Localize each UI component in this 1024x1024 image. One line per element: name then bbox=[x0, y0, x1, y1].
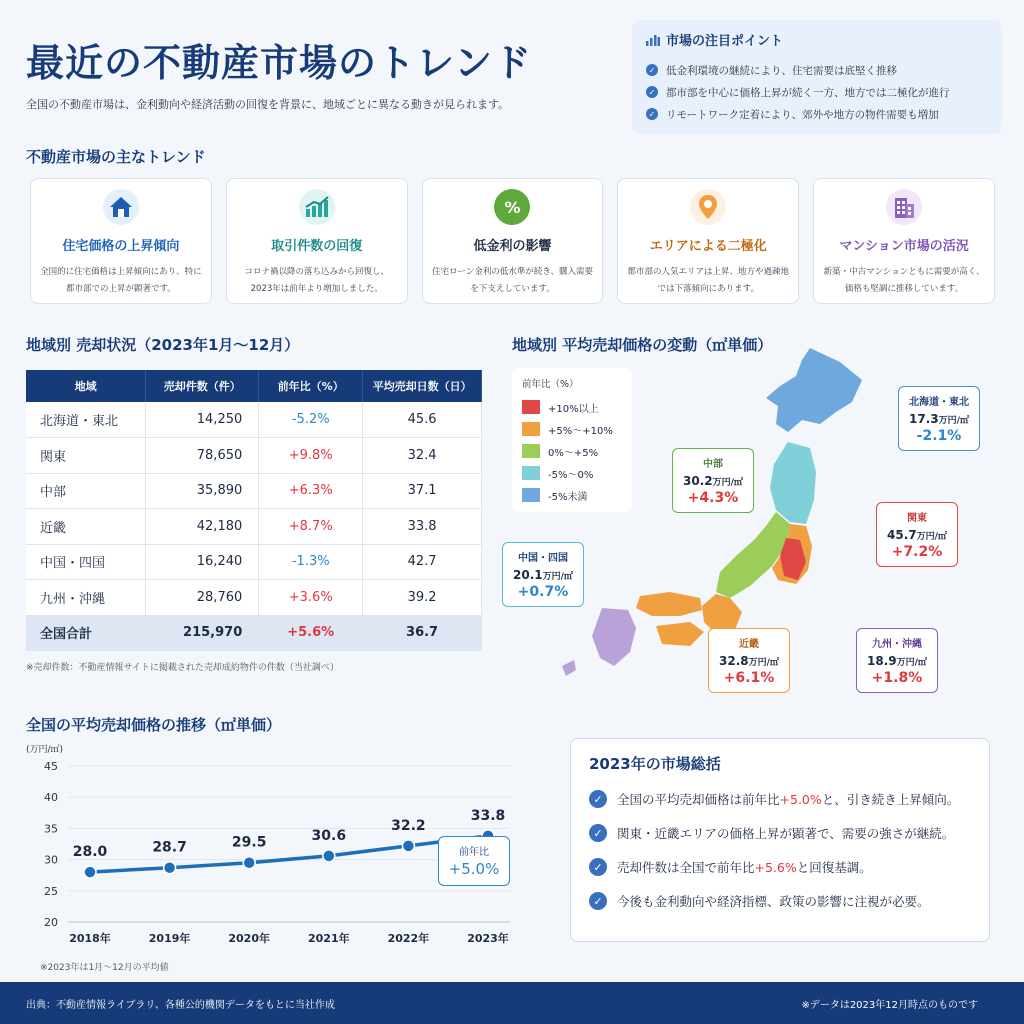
column-header: 売却件数（件） bbox=[146, 370, 259, 402]
x-tick-label: 2018年 bbox=[69, 932, 111, 945]
data-label: 28.7 bbox=[152, 839, 187, 856]
table-header-row bbox=[26, 370, 482, 402]
days-cell: 32.4 bbox=[363, 438, 482, 474]
trend-card bbox=[813, 178, 995, 304]
map-region-okinawa bbox=[562, 660, 576, 676]
yoy-cell: +6.3% bbox=[259, 473, 363, 509]
sales-table-wrap bbox=[26, 370, 482, 651]
check-icon: ✓ bbox=[589, 858, 607, 876]
trend-card-desc: 全国的に住宅価格は上昇傾向にあり、特に都市部での上昇が顕著です。 bbox=[40, 267, 202, 294]
map-label-price: 32.8万円/㎡ bbox=[719, 654, 779, 668]
table-row bbox=[26, 580, 482, 616]
trend-card-title: 取引件数の回復 bbox=[271, 239, 363, 254]
table-row bbox=[26, 544, 482, 580]
map-label-hokkaido-tohoku bbox=[898, 386, 980, 451]
focus-point-text: 都市部を中心に価格上昇が続く一方、地方では二極化が進行 bbox=[666, 86, 950, 99]
x-tick-label: 2022年 bbox=[387, 932, 430, 945]
check-icon: ✓ bbox=[646, 86, 658, 98]
summary-title: 2023年の市場総括 bbox=[589, 755, 721, 773]
map-label-change: -2.1% bbox=[916, 428, 962, 444]
map-label-change: +1.8% bbox=[871, 670, 923, 686]
region-cell: 関東 bbox=[26, 438, 146, 474]
legend-title: 前年比（%） bbox=[522, 379, 579, 390]
days-cell: 42.7 bbox=[363, 544, 482, 580]
focus-point bbox=[646, 81, 988, 103]
trend-card bbox=[226, 178, 408, 304]
yoy-cell: +8.7% bbox=[259, 509, 363, 545]
x-tick-label: 2020年 bbox=[228, 932, 271, 945]
data-label: 32.2 bbox=[391, 817, 426, 834]
days-cell: 33.8 bbox=[363, 509, 482, 545]
map-section-title: 地域別 平均売却価格の変動（㎡単価） bbox=[512, 336, 773, 354]
map-label-kyushu-okinawa bbox=[856, 628, 938, 693]
map-label-kanto bbox=[876, 502, 958, 567]
y-tick-label: 45 bbox=[44, 760, 58, 773]
region-cell: 中国・四国 bbox=[26, 544, 146, 580]
summary-item bbox=[589, 790, 971, 808]
table-total-row bbox=[26, 615, 482, 651]
trend-chart-title: 全国の平均売却価格の推移（㎡単価） bbox=[26, 716, 282, 734]
data-label: 30.6 bbox=[311, 827, 347, 844]
x-tick-label: 2021年 bbox=[307, 932, 350, 945]
y-tick-label: 20 bbox=[44, 916, 58, 929]
legend-item bbox=[522, 484, 622, 506]
summary-text: 売却件数は全国で前年比+5.6%と回復基調。 bbox=[617, 860, 872, 875]
days-cell: 36.7 bbox=[363, 615, 482, 651]
count-cell: 14,250 bbox=[146, 402, 259, 438]
map-region-chugoku bbox=[636, 592, 702, 616]
yoy-cell: -5.2% bbox=[259, 402, 363, 438]
map-label-name: 関東 bbox=[906, 513, 927, 524]
map-label-kinki bbox=[708, 628, 790, 693]
region-cell: 九州・沖縄 bbox=[26, 580, 146, 616]
map-label-change: +6.1% bbox=[723, 670, 775, 686]
legend-label: -5%未満 bbox=[548, 491, 588, 503]
map-label-change: +4.3% bbox=[687, 490, 739, 506]
map-region-kyushu bbox=[592, 608, 636, 666]
map-label-price: 20.1万円/㎡ bbox=[513, 568, 573, 582]
trend-card bbox=[30, 178, 212, 304]
map-label-name: 近畿 bbox=[738, 639, 759, 650]
percent-icon: % bbox=[494, 189, 530, 225]
check-icon: ✓ bbox=[646, 108, 658, 120]
page-subtitle: 全国の不動産市場は、金利動向や経済活動の回復を背景に、地域ごとに異なる動きが見られます。 bbox=[26, 98, 510, 111]
summary-item bbox=[589, 858, 971, 876]
building-icon bbox=[886, 189, 922, 225]
table-row bbox=[26, 438, 482, 474]
trend-card-desc: 住宅ローン金利の低水準が続き、購入需要を下支えしています。 bbox=[431, 267, 593, 294]
map-region-hokkaido bbox=[766, 348, 862, 432]
legend-label: +5%〜+10% bbox=[548, 425, 613, 437]
trend-card-desc: 都市部の人気エリアは上昇、地方や過疎地では下落傾向にあります。 bbox=[627, 267, 790, 294]
count-cell: 16,240 bbox=[146, 544, 259, 580]
series-line bbox=[90, 836, 488, 872]
summary-item bbox=[589, 892, 971, 910]
check-icon: ✓ bbox=[589, 824, 607, 842]
column-header: 平均売却日数（日） bbox=[363, 370, 482, 402]
trend-card-title: マンション市場の活況 bbox=[839, 239, 969, 254]
days-cell: 45.6 bbox=[363, 402, 482, 438]
yoy-cell: +5.6% bbox=[259, 615, 363, 651]
map-label-name: 九州・沖縄 bbox=[871, 639, 922, 650]
trend-card-title: エリアによる二極化 bbox=[649, 239, 767, 254]
y-tick-label: 25 bbox=[44, 884, 58, 898]
market-summary bbox=[570, 738, 990, 942]
map-label-chugoku-shikoku bbox=[502, 542, 584, 607]
map-label-name: 北海道・東北 bbox=[909, 397, 969, 408]
yoy-cell: -1.3% bbox=[259, 544, 363, 580]
pin-icon bbox=[690, 189, 726, 225]
table-row bbox=[26, 509, 482, 545]
region-cell: 中部 bbox=[26, 473, 146, 509]
data-label: 28.0 bbox=[72, 844, 108, 861]
summary-item bbox=[589, 824, 971, 842]
callout-label: 前年比 bbox=[459, 847, 489, 858]
map-label-name: 中国・四国 bbox=[517, 553, 568, 564]
legend-swatch bbox=[522, 466, 540, 480]
legend-label: 0%〜+5% bbox=[548, 447, 599, 459]
x-tick-label: 2019年 bbox=[148, 932, 191, 945]
legend-item bbox=[522, 462, 622, 484]
y-tick-label: 35 bbox=[44, 822, 58, 836]
trends-section-title: 不動産市場の主なトレンド bbox=[26, 148, 206, 166]
map-label-price: 17.3万円/㎡ bbox=[909, 412, 969, 426]
trend-card bbox=[422, 178, 604, 304]
map-label-chubu bbox=[672, 448, 754, 513]
check-icon: ✓ bbox=[589, 790, 607, 808]
check-icon: ✓ bbox=[646, 64, 658, 76]
map-region-shikoku bbox=[656, 622, 704, 646]
trend-card-title: 住宅価格の上昇傾向 bbox=[62, 239, 180, 254]
data-label: 29.5 bbox=[231, 834, 267, 851]
focus-points-box bbox=[632, 20, 1002, 134]
legend-item bbox=[522, 418, 622, 440]
legend-label: +10%以上 bbox=[548, 403, 599, 415]
count-cell: 215,970 bbox=[146, 615, 259, 651]
focus-point-text: リモートワーク定着により、郊外や地方の物件需要も増加 bbox=[666, 108, 939, 121]
table-row bbox=[26, 473, 482, 509]
trend-card bbox=[617, 178, 799, 304]
sales-note: ※売却件数：不動産情報サイトに掲載された売却成約物件の件数（当社調べ） bbox=[26, 663, 339, 673]
yoy-cell: +3.6% bbox=[259, 580, 363, 616]
footer-date-note: ※データは2023年12月時点のものです bbox=[801, 999, 978, 1011]
focus-points-title: 市場の注目ポイント bbox=[666, 34, 784, 49]
data-label: 33.8 bbox=[470, 807, 506, 824]
column-header: 地域 bbox=[26, 370, 146, 402]
map-label-price: 18.9万円/㎡ bbox=[867, 654, 927, 668]
data-point bbox=[84, 866, 96, 878]
map-region-chubu bbox=[716, 512, 790, 598]
legend-swatch bbox=[522, 400, 540, 414]
summary-text: 全国の平均売却価格は前年比+5.0%と、引き続き上昇傾向。 bbox=[617, 792, 960, 807]
page-title: 最近の不動産市場のトレンド bbox=[26, 41, 533, 85]
table-row bbox=[26, 402, 482, 438]
map-label-name: 中部 bbox=[702, 459, 723, 470]
map-label-price: 30.2万円/㎡ bbox=[683, 474, 743, 488]
trend-card-desc: コロナ禍以降の落ち込みから回復し、2023年は前年より増加しました。 bbox=[244, 267, 389, 294]
focus-points-list bbox=[646, 59, 988, 125]
sales-table bbox=[26, 370, 482, 651]
count-cell: 78,650 bbox=[146, 438, 259, 474]
trend-card-desc: 新築・中古マンションともに需要が高く、価格も堅調に推移しています。 bbox=[823, 267, 985, 294]
trend-chart-note: ※2023年は1月〜12月の平均値 bbox=[40, 963, 169, 973]
legend-item bbox=[522, 440, 622, 462]
legend-swatch bbox=[522, 488, 540, 502]
count-cell: 42,180 bbox=[146, 509, 259, 545]
days-cell: 37.1 bbox=[363, 473, 482, 509]
callout-value: +5.0% bbox=[448, 860, 500, 878]
check-icon: ✓ bbox=[589, 892, 607, 910]
focus-point-text: 低金利環境の継続により、住宅需要は底堅く推移 bbox=[666, 64, 897, 77]
y-axis-unit: (万円/㎡) bbox=[26, 745, 64, 755]
footer-source: 出典：不動産情報ライブラリ、各種公的機関データをもとに当社作成 bbox=[26, 999, 335, 1011]
map-label-change: +7.2% bbox=[891, 544, 943, 560]
house-icon bbox=[103, 189, 139, 225]
y-tick-label: 40 bbox=[44, 791, 58, 805]
bar-chart-icon bbox=[646, 34, 660, 46]
sales-section-title: 地域別 売却状況（2023年1月〜12月） bbox=[26, 336, 300, 354]
yoy-callout bbox=[438, 836, 510, 886]
x-tick-label: 2023年 bbox=[467, 932, 509, 945]
map-legend bbox=[512, 368, 632, 512]
focus-point bbox=[646, 59, 988, 81]
chart-icon bbox=[299, 189, 335, 225]
data-point bbox=[323, 850, 335, 862]
yoy-cell: +9.8% bbox=[259, 438, 363, 474]
data-point bbox=[164, 862, 176, 874]
trend-card-title: 低金利の影響 bbox=[473, 239, 552, 254]
count-cell: 35,890 bbox=[146, 473, 259, 509]
map-region-tohoku bbox=[770, 442, 816, 524]
data-point bbox=[243, 857, 255, 869]
legend-item bbox=[522, 396, 622, 418]
footer bbox=[0, 982, 1024, 1024]
region-cell: 北海道・東北 bbox=[26, 402, 146, 438]
legend-swatch bbox=[522, 444, 540, 458]
map-label-price: 45.7万円/㎡ bbox=[887, 528, 947, 542]
count-cell: 28,760 bbox=[146, 580, 259, 616]
summary-text: 関東・近畿エリアの価格上昇が顕著で、需要の強さが継続。 bbox=[617, 826, 955, 841]
legend-swatch bbox=[522, 422, 540, 436]
focus-points-heading bbox=[646, 30, 988, 49]
summary-text: 今後も金利動向や経済指標、政策の影響に注視が必要。 bbox=[617, 894, 930, 909]
region-cell: 近畿 bbox=[26, 509, 146, 545]
legend-label: -5%〜0% bbox=[548, 469, 594, 481]
data-point bbox=[402, 840, 414, 852]
column-header: 前年比（%） bbox=[259, 370, 363, 402]
days-cell: 39.2 bbox=[363, 580, 482, 616]
map-label-change: +0.7% bbox=[517, 584, 569, 600]
region-cell: 全国合計 bbox=[26, 615, 146, 651]
focus-point bbox=[646, 103, 988, 125]
trend-cards bbox=[30, 178, 995, 304]
y-tick-label: 30 bbox=[44, 853, 58, 867]
